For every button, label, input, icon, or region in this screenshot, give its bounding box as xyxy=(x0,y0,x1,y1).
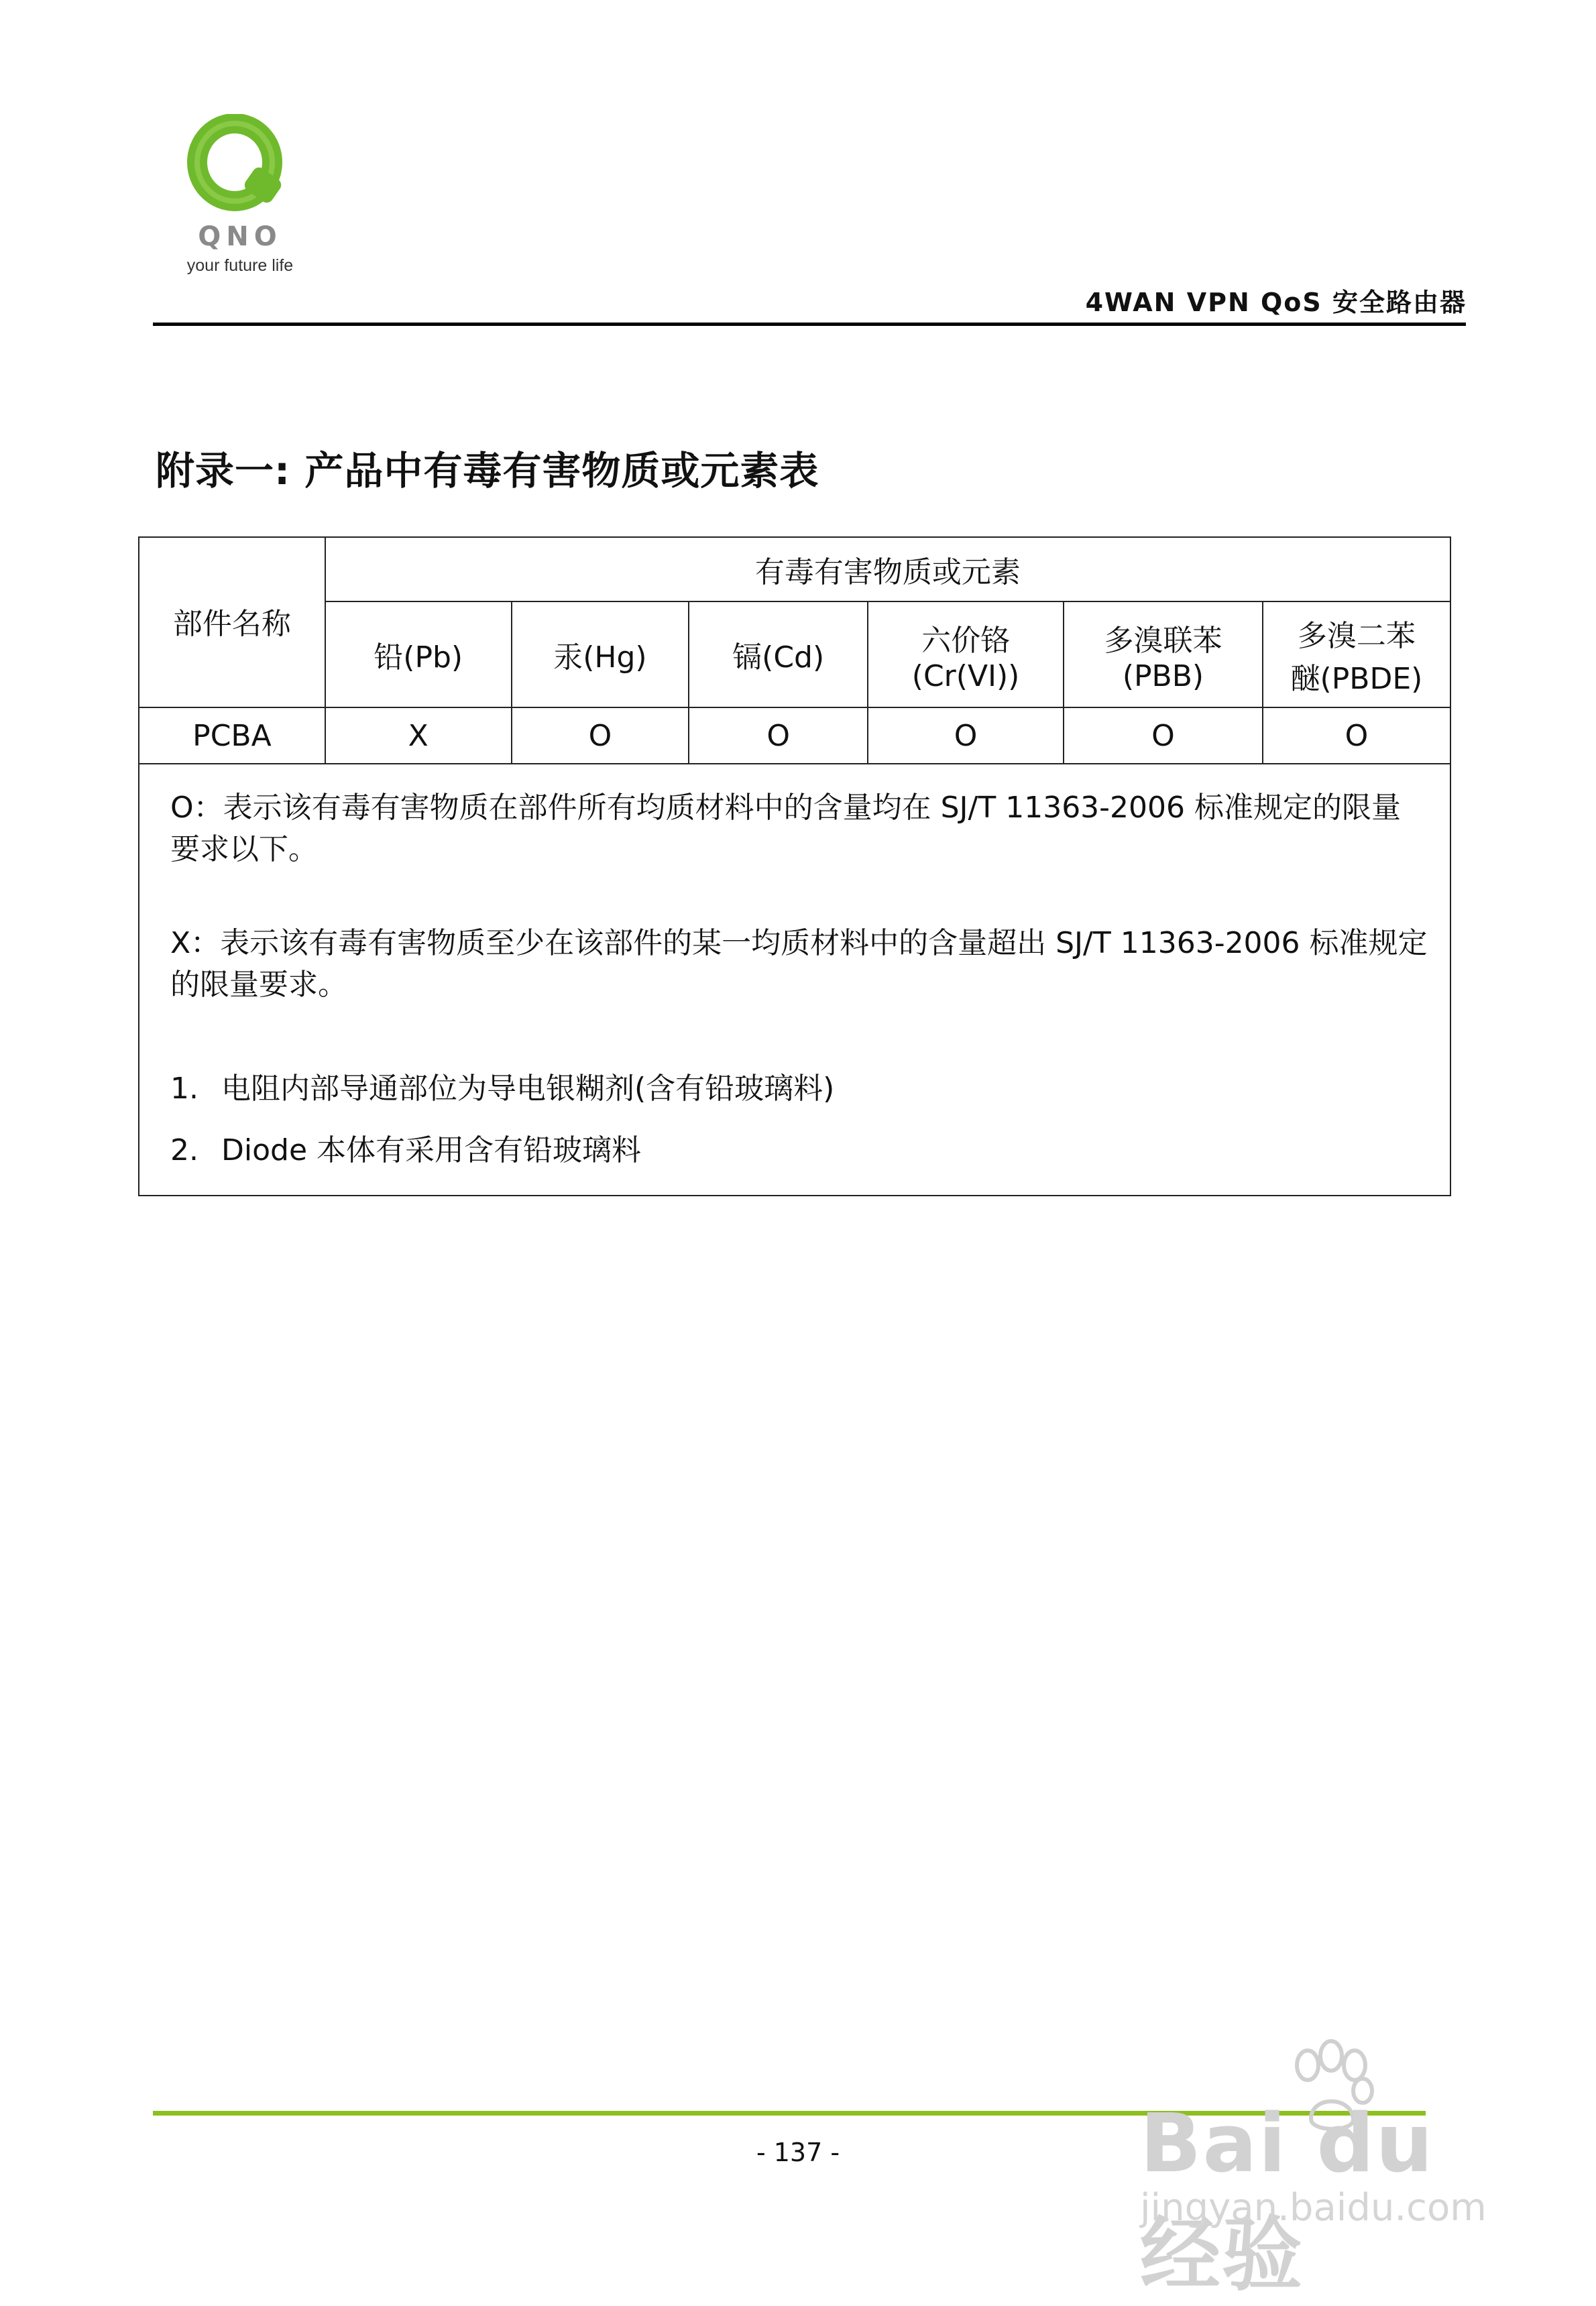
part-cell: PCBA xyxy=(139,707,325,764)
substance-header-pbde: 多溴二苯 醚(PBDE) xyxy=(1263,601,1450,707)
part-name-header: 部件名称 xyxy=(139,537,325,707)
list-item: 1. 电阻内部导通部位为导电银糊剂(含有铅玻璃料) xyxy=(170,1072,835,1106)
table-row xyxy=(139,707,1450,764)
logo-q-icon xyxy=(173,114,307,221)
value-cell-pb: X xyxy=(325,707,512,764)
x-legend-note: X：表示该有毒有害物质至少在该部件的某一均质材料中的含量超出 SJ/T 11363-2006 标准规定的限量要求。 xyxy=(170,926,1428,1002)
substance-header-hg: 汞(Hg) xyxy=(512,601,689,707)
watermark-site: jingyan.baidu.com xyxy=(1140,2186,1487,2230)
substance-header-cd: 镉(Cd) xyxy=(689,601,868,707)
value-cell-pbb: O xyxy=(1064,707,1263,764)
value-cell-hg: O xyxy=(512,707,689,764)
value-cell-cd: O xyxy=(689,707,868,764)
substance-header-pbb: 多溴联苯 (PBB) xyxy=(1064,601,1263,707)
o-legend-note: O：表示该有毒有害物质在部件所有均质材料中的含量均在 SJ/T 11363-2006 标准规定的限量要求以下。 xyxy=(170,791,1402,866)
baidu-watermark xyxy=(1140,2038,1529,2302)
notes-cell xyxy=(139,764,1450,1196)
logo-tagline: your future life xyxy=(186,256,294,275)
hazard-table xyxy=(138,536,1451,1196)
logo-wordmark: QNO xyxy=(198,221,282,252)
substance-header-cr6: 六价铬 (Cr(VI)) xyxy=(868,601,1064,707)
header-divider xyxy=(153,323,1466,326)
value-cell-pbde: O xyxy=(1263,707,1450,764)
substance-header-pb: 铅(Pb) xyxy=(325,601,512,707)
qno-logo xyxy=(173,114,307,275)
watermark-brand: Bai du 经验 xyxy=(1140,2097,1434,2302)
list-item: 2. Diode 本体有采用含有铅玻璃料 xyxy=(170,1133,642,1167)
document-title: 4WAN VPN QoS 安全路由器 xyxy=(1085,288,1467,317)
substance-group-header: 有毒有害物质或元素 xyxy=(325,537,1450,601)
page-number: - 137 - xyxy=(756,2138,840,2167)
appendix-heading: 附录一: 产品中有毒有害物质或元素表 xyxy=(156,448,819,494)
value-cell-cr6: O xyxy=(868,707,1064,764)
